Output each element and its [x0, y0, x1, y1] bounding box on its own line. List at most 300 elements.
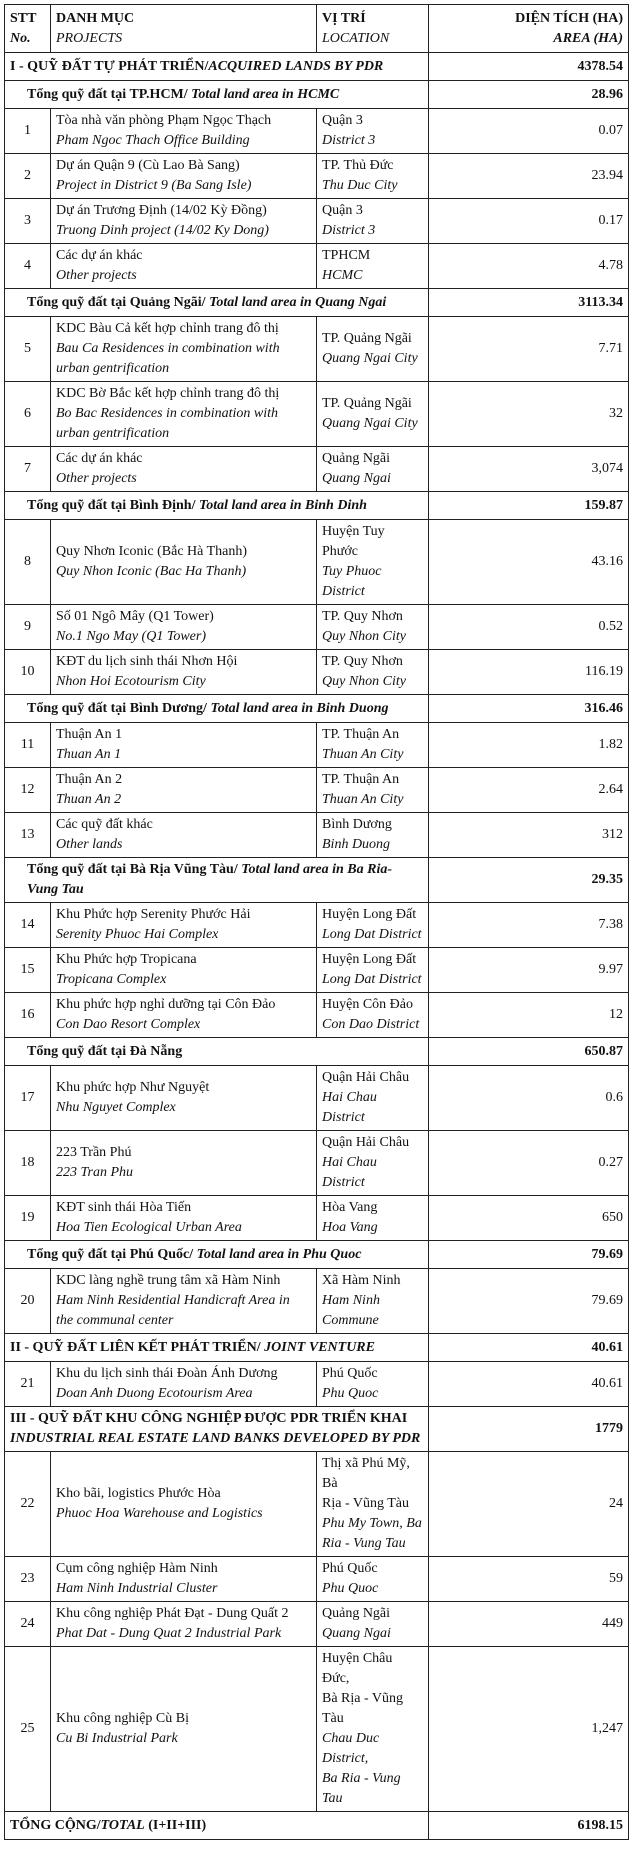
project-name-vi: Các quỹ đất khác	[56, 817, 153, 832]
group-title-en: Total land area in HCMC	[191, 86, 340, 102]
project-number: 18	[5, 1131, 51, 1196]
project-name-en: Truong Dinh project (14/02 Ky Dong)	[56, 223, 269, 238]
header-area-vi: DIỆN TÍCH (HA)	[515, 10, 623, 26]
project-row-r9	[5, 605, 629, 650]
group-title-vi: Tổng quỹ đất tại Bà Rịa Vũng Tàu/	[27, 862, 242, 877]
group-title-cell	[5, 858, 429, 903]
project-name-vi: Dự án Trương Định (14/02 Kỳ Đồng)	[56, 203, 267, 218]
project-name-vi: Khu công nghiệp Cù Bị	[56, 1711, 189, 1726]
location-vi: TP. Thủ Đức	[322, 158, 394, 173]
project-area: 3,074	[429, 447, 629, 492]
project-number: 14	[5, 903, 51, 948]
project-number: 9	[5, 605, 51, 650]
location-en: Binh Duong	[322, 837, 391, 852]
project-number: 4	[5, 244, 51, 289]
project-name-vi: Các dự án khác	[56, 451, 143, 466]
project-name-vi: Cụm công nghiệp Hàm Ninh	[56, 1561, 218, 1576]
location-en-cont: Ria - Vung Tau	[322, 1536, 406, 1551]
location-vi: Phú Quốc	[322, 1561, 378, 1576]
location-en: Quang Ngai City	[322, 351, 418, 366]
project-name-vi: Tòa nhà văn phòng Phạm Ngọc Thạch	[56, 113, 272, 128]
project-row-r23	[5, 1557, 629, 1602]
location-vi: TP. Quảng Ngãi	[322, 396, 412, 411]
project-location-cell	[317, 109, 429, 154]
project-name-en: Doan Anh Duong Ecotourism Area	[56, 1386, 253, 1401]
project-name-cell	[51, 1131, 317, 1196]
project-name-vi: Khu phức hợp Như Nguyệt	[56, 1080, 210, 1095]
section-title-cell	[5, 1334, 429, 1362]
project-area: 0.6	[429, 1066, 629, 1131]
project-row-r25	[5, 1647, 629, 1812]
project-location-cell	[317, 154, 429, 199]
project-name-vi: KĐT sinh thái Hòa Tiến	[56, 1200, 192, 1215]
project-row-r15	[5, 948, 629, 993]
project-location-cell	[317, 1269, 429, 1334]
location-vi: Xã Hàm Ninh	[322, 1273, 401, 1288]
location-vi: Quảng Ngãi	[322, 451, 391, 466]
project-location-cell	[317, 723, 429, 768]
project-row-r3	[5, 199, 629, 244]
location-vi: TP. Thuận An	[322, 727, 400, 742]
section-title-cell	[5, 53, 429, 81]
project-area: 43.16	[429, 520, 629, 605]
location-vi: Thị xã Phú Mỹ, Bà	[322, 1456, 410, 1491]
project-name-en: Project in District 9 (Ba Sang Isle)	[56, 178, 252, 193]
project-area: 449	[429, 1602, 629, 1647]
section-title-en: INDUSTRIAL REAL ESTATE LAND BANKS DEVELOPED BY PDR	[10, 1431, 421, 1446]
project-area: 32	[429, 382, 629, 447]
location-en: Chau Duc District,	[322, 1731, 380, 1766]
project-name-vi: Thuận An 1	[56, 727, 123, 742]
project-row-r24	[5, 1602, 629, 1647]
location-en: Quang Ngai	[322, 1626, 391, 1641]
project-name-en: Tropicana Complex	[56, 972, 167, 987]
location-en: Thu Duc City	[322, 178, 398, 193]
project-name-vi: Dự án Quận 9 (Cù Lao Bà Sang)	[56, 158, 240, 173]
project-row-r10	[5, 650, 629, 695]
project-number: 3	[5, 199, 51, 244]
project-row-r12	[5, 768, 629, 813]
project-area: 116.19	[429, 650, 629, 695]
location-en: Tuy Phuoc District	[322, 564, 382, 599]
location-en: Quy Nhon City	[322, 629, 406, 644]
location-en: Phu Quoc	[322, 1386, 379, 1401]
project-location-cell	[317, 948, 429, 993]
section-title-en: ACQUIRED LANDS BY PDR	[208, 58, 384, 74]
location-en: Long Dat District	[322, 927, 422, 942]
project-row-r5	[5, 317, 629, 382]
project-name-en: Ham Ninh Residential Handicraft Area in	[56, 1293, 290, 1308]
project-location-cell	[317, 650, 429, 695]
project-number: 12	[5, 768, 51, 813]
project-name-cell	[51, 813, 317, 858]
header-stt-cell	[5, 5, 51, 53]
location-en: Phu Quoc	[322, 1581, 379, 1596]
project-location-cell	[317, 317, 429, 382]
project-name-en: Thuan An 1	[56, 747, 122, 762]
project-area: 7.38	[429, 903, 629, 948]
location-en: Quy Nhon City	[322, 674, 406, 689]
total-label-suffix: (I+II+III)	[144, 1817, 207, 1833]
location-vi: TP. Thuận An	[322, 772, 400, 787]
project-name-en: Other projects	[56, 268, 137, 283]
project-area: 0.07	[429, 109, 629, 154]
project-name-en: Other projects	[56, 471, 137, 486]
location-en: Thuan An City	[322, 747, 404, 762]
group-title-vi: Tổng quỹ đất tại Bình Dương/	[27, 700, 211, 716]
project-row-r21	[5, 1362, 629, 1407]
project-name-vi: KĐT du lịch sinh thái Nhơn Hội	[56, 654, 238, 669]
project-area: 650	[429, 1196, 629, 1241]
project-name-en: Phat Dat - Dung Quat 2 Industrial Park	[56, 1626, 282, 1641]
location-en: District 3	[322, 133, 376, 148]
group-title-cell	[5, 695, 429, 723]
project-name-cell	[51, 605, 317, 650]
project-name-en: Nhu Nguyet Complex	[56, 1100, 176, 1115]
project-row-r7	[5, 447, 629, 492]
project-location-cell	[317, 1557, 429, 1602]
project-name-en: No.1 Ngo May (Q1 Tower)	[56, 629, 206, 644]
project-name-en: Pham Ngoc Thach Office Building	[56, 133, 250, 148]
header-area-cell	[429, 5, 629, 53]
project-row-r22	[5, 1452, 629, 1557]
project-number: 19	[5, 1196, 51, 1241]
header-location-vi: VỊ TRÍ	[322, 10, 366, 26]
section-row-sec1	[5, 53, 629, 81]
project-name-cell	[51, 109, 317, 154]
project-name-cell	[51, 447, 317, 492]
project-area: 1.82	[429, 723, 629, 768]
project-name-en-cont: urban gentrification	[56, 426, 170, 441]
project-name-en-cont: the communal center	[56, 1313, 174, 1328]
group-title-en: Total land area in Ba Ria-Vung Tau	[27, 862, 393, 897]
project-area: 0.27	[429, 1131, 629, 1196]
project-name-en: Nhon Hoi Ecotourism City	[56, 674, 206, 689]
project-row-r13	[5, 813, 629, 858]
location-vi-cont: Rịa - Vũng Tàu	[322, 1496, 409, 1511]
group-area-cell: 79.69	[429, 1241, 629, 1269]
group-title-vi: Tổng quỹ đất tại Bình Định/	[27, 497, 199, 513]
location-vi: Phú Quốc	[322, 1366, 378, 1381]
location-vi: TP. Quy Nhơn	[322, 654, 403, 669]
project-name-en: Bau Ca Residences in combination with	[56, 341, 280, 356]
header-project-cell	[51, 5, 317, 53]
project-location-cell	[317, 244, 429, 289]
project-number: 15	[5, 948, 51, 993]
project-name-cell	[51, 520, 317, 605]
project-number: 11	[5, 723, 51, 768]
project-name-vi: Khu Phức hợp Tropicana	[56, 952, 197, 967]
location-vi: Quảng Ngãi	[322, 1606, 391, 1621]
project-name-vi: Khu Phức hợp Serenity Phước Hải	[56, 907, 251, 922]
project-name-en-cont: urban gentrification	[56, 361, 170, 376]
location-vi: Huyện Côn Đảo	[322, 997, 413, 1012]
project-row-r17	[5, 1066, 629, 1131]
location-en: Con Dao District	[322, 1017, 420, 1032]
project-name-cell	[51, 948, 317, 993]
group-area-cell: 316.46	[429, 695, 629, 723]
project-location-cell	[317, 1066, 429, 1131]
header-stt-vi: STT	[10, 10, 37, 26]
header-project-en: PROJECTS	[56, 30, 123, 46]
header-project-vi: DANH MỤC	[56, 10, 135, 26]
project-location-cell	[317, 605, 429, 650]
project-name-vi: Khu phức hợp nghỉ dưỡng tại Côn Đảo	[56, 997, 276, 1012]
project-name-cell	[51, 723, 317, 768]
group-title-vi: Tổng quỹ đất tại TP.HCM/	[27, 86, 192, 102]
group-title-cell	[5, 1038, 429, 1066]
project-number: 17	[5, 1066, 51, 1131]
section-title-en: JOINT VENTURE	[264, 1339, 375, 1355]
location-vi: Quận 3	[322, 203, 363, 218]
group-title-en: Total land area in Binh Duong	[210, 700, 389, 716]
section-row-sec3	[5, 1407, 629, 1452]
location-en: Phu My Town, Ba	[322, 1516, 422, 1531]
group-title-vi: Tổng quỹ đất tại Đà Nẵng	[27, 1043, 183, 1059]
project-location-cell	[317, 199, 429, 244]
project-name-vi: Số 01 Ngô Mây (Q1 Tower)	[56, 609, 214, 624]
location-vi: Huyện Châu Đức,	[322, 1651, 393, 1686]
project-number: 20	[5, 1269, 51, 1334]
project-name-cell	[51, 1557, 317, 1602]
location-en: Hoa Vang	[322, 1220, 378, 1235]
location-vi: Bình Dương	[322, 817, 392, 832]
project-row-r8	[5, 520, 629, 605]
total-label-vi: TỔNG CỘNG/	[10, 1817, 101, 1833]
project-name-cell	[51, 244, 317, 289]
project-area: 4.78	[429, 244, 629, 289]
group-title-vi: Tổng quỹ đất tại Phú Quốc/	[27, 1246, 197, 1262]
group-title-cell	[5, 1241, 429, 1269]
header-area-en: AREA (HA)	[553, 30, 623, 46]
location-vi: Hòa Vang	[322, 1200, 378, 1215]
project-number: 21	[5, 1362, 51, 1407]
project-number: 8	[5, 520, 51, 605]
project-name-vi: Các dự án khác	[56, 248, 143, 263]
group-subtotal-row-g_pq	[5, 1241, 629, 1269]
project-name-cell	[51, 1269, 317, 1334]
project-location-cell	[317, 813, 429, 858]
project-name-vi: KDC làng nghề trung tâm xã Hàm Ninh	[56, 1273, 281, 1288]
project-name-cell	[51, 993, 317, 1038]
location-vi: Huyện Long Đất	[322, 952, 417, 967]
project-row-r20	[5, 1269, 629, 1334]
project-number: 23	[5, 1557, 51, 1602]
project-area: 1,247	[429, 1647, 629, 1812]
section-title-vi: I - QUỸ ĐẤT TỰ PHÁT TRIỂN/	[10, 58, 209, 74]
project-area: 59	[429, 1557, 629, 1602]
group-title-en: Total land area in Binh Dinh	[198, 497, 367, 513]
project-location-cell	[317, 1131, 429, 1196]
project-area: 2.64	[429, 768, 629, 813]
project-number: 1	[5, 109, 51, 154]
location-vi: TP. Quảng Ngãi	[322, 331, 412, 346]
header-location-en: LOCATION	[322, 30, 390, 46]
project-location-cell	[317, 1647, 429, 1812]
project-area: 24	[429, 1452, 629, 1557]
section-title-vi: II - QUỸ ĐẤT LIÊN KẾT PHÁT TRIỂN/	[10, 1339, 265, 1355]
group-subtotal-row-g_brvt	[5, 858, 629, 903]
project-location-cell	[317, 993, 429, 1038]
location-en: Thuan An City	[322, 792, 404, 807]
group-subtotal-row-g_qn	[5, 289, 629, 317]
section-title-cell	[5, 1407, 429, 1452]
location-en: Hai Chau District	[322, 1155, 377, 1190]
group-subtotal-row-g_bdu	[5, 695, 629, 723]
project-name-vi: Khu du lịch sinh thái Đoàn Ánh Dương	[56, 1366, 278, 1381]
project-number: 6	[5, 382, 51, 447]
project-area: 12	[429, 993, 629, 1038]
location-vi: Huyện Tuy Phước	[322, 524, 385, 559]
project-row-r16	[5, 993, 629, 1038]
location-en: Hai Chau District	[322, 1090, 377, 1125]
project-name-cell	[51, 382, 317, 447]
header-stt-en: No.	[10, 30, 31, 46]
project-name-cell	[51, 1362, 317, 1407]
location-en: HCMC	[322, 268, 363, 283]
project-name-vi: Thuận An 2	[56, 772, 123, 787]
project-name-en: Quy Nhon Iconic (Bac Ha Thanh)	[56, 564, 247, 579]
project-name-cell	[51, 1066, 317, 1131]
project-name-en: Ham Ninh Industrial Cluster	[56, 1581, 218, 1596]
header-location-cell	[317, 5, 429, 53]
project-location-cell	[317, 382, 429, 447]
project-row-r4	[5, 244, 629, 289]
group-title-en: Total land area in Phu Quoc	[196, 1246, 362, 1262]
location-en: Quang Ngai	[322, 471, 391, 486]
location-vi: Quận 3	[322, 113, 363, 128]
location-vi: Huyện Long Đất	[322, 907, 417, 922]
project-area: 40.61	[429, 1362, 629, 1407]
project-location-cell	[317, 768, 429, 813]
project-name-cell	[51, 317, 317, 382]
project-location-cell	[317, 520, 429, 605]
group-title-cell	[5, 81, 429, 109]
group-area-cell: 29.35	[429, 858, 629, 903]
project-name-cell	[51, 199, 317, 244]
project-number: 22	[5, 1452, 51, 1557]
project-number: 25	[5, 1647, 51, 1812]
project-row-r19	[5, 1196, 629, 1241]
project-name-en: Other lands	[56, 837, 123, 852]
project-name-cell	[51, 1602, 317, 1647]
project-area: 23.94	[429, 154, 629, 199]
project-row-r14	[5, 903, 629, 948]
project-name-cell	[51, 1647, 317, 1812]
group-title-cell	[5, 289, 429, 317]
project-name-vi: KDC Bàu Cả kết hợp chỉnh trang đô thị	[56, 321, 279, 336]
group-subtotal-row-g_hcm	[5, 81, 629, 109]
section-area-cell: 1779	[429, 1407, 629, 1452]
project-name-en: Cu Bi Industrial Park	[56, 1731, 178, 1746]
project-location-cell	[317, 1452, 429, 1557]
project-area: 79.69	[429, 1269, 629, 1334]
project-name-en: 223 Tran Phu	[56, 1165, 134, 1180]
location-en-cont: Ba Ria - Vung Tau	[322, 1771, 401, 1806]
location-en-cont: Commune	[322, 1313, 379, 1328]
project-area: 9.97	[429, 948, 629, 993]
land-bank-table	[4, 4, 629, 1840]
project-row-r2	[5, 154, 629, 199]
location-en: Quang Ngai City	[322, 416, 418, 431]
group-area-cell: 28.96	[429, 81, 629, 109]
project-name-vi: 223 Trần Phú	[56, 1145, 132, 1160]
location-en: Ham Ninh	[322, 1293, 380, 1308]
group-area-cell: 159.87	[429, 492, 629, 520]
group-title-vi: Tổng quỹ đất tại Quảng Ngãi/	[27, 294, 210, 310]
project-number: 2	[5, 154, 51, 199]
project-location-cell	[317, 1196, 429, 1241]
project-name-cell	[51, 1452, 317, 1557]
project-location-cell	[317, 1362, 429, 1407]
project-location-cell	[317, 903, 429, 948]
project-number: 5	[5, 317, 51, 382]
project-location-cell	[317, 1602, 429, 1647]
group-subtotal-row-g_bd	[5, 492, 629, 520]
section-row-sec2	[5, 1334, 629, 1362]
table-header-row	[5, 5, 629, 53]
project-name-vi: Quy Nhơn Iconic (Bắc Hà Thanh)	[56, 544, 248, 559]
project-row-r1	[5, 109, 629, 154]
location-vi: Quận Hải Châu	[322, 1135, 410, 1150]
project-area: 312	[429, 813, 629, 858]
section-area-cell: 40.61	[429, 1334, 629, 1362]
location-vi: Quận Hải Châu	[322, 1070, 410, 1085]
group-area-cell: 650.87	[429, 1038, 629, 1066]
location-en: Long Dat District	[322, 972, 422, 987]
group-title-en: Total land area in Quang Ngai	[209, 294, 387, 310]
project-name-en: Hoa Tien Ecological Urban Area	[56, 1220, 242, 1235]
project-row-r11	[5, 723, 629, 768]
project-name-en: Thuan An 2	[56, 792, 122, 807]
location-en: District 3	[322, 223, 376, 238]
project-name-en: Phuoc Hoa Warehouse and Logistics	[56, 1506, 263, 1521]
project-number: 13	[5, 813, 51, 858]
total-area-cell: 6198.15	[429, 1812, 629, 1840]
project-name-vi: Kho bãi, logistics Phước Hòa	[56, 1486, 221, 1501]
project-name-en: Serenity Phuoc Hai Complex	[56, 927, 219, 942]
total-label-cell	[5, 1812, 429, 1840]
project-name-en: Bo Bac Residences in combination with	[56, 406, 279, 421]
project-number: 24	[5, 1602, 51, 1647]
project-name-vi: KDC Bờ Bắc kết hợp chỉnh trang đô thị	[56, 386, 280, 401]
group-area-cell: 3113.34	[429, 289, 629, 317]
location-vi: TPHCM	[322, 248, 371, 263]
project-number: 16	[5, 993, 51, 1038]
project-area: 0.52	[429, 605, 629, 650]
location-vi-cont: Bà Rịa - Vũng Tàu	[322, 1691, 404, 1726]
project-name-en: Con Dao Resort Complex	[56, 1017, 201, 1032]
project-name-cell	[51, 650, 317, 695]
project-number: 10	[5, 650, 51, 695]
project-name-vi: Khu công nghiệp Phát Đạt - Dung Quất 2	[56, 1606, 289, 1621]
grand-total-row	[5, 1812, 629, 1840]
project-area: 7.71	[429, 317, 629, 382]
location-vi: TP. Quy Nhơn	[322, 609, 403, 624]
group-title-cell	[5, 492, 429, 520]
project-name-cell	[51, 768, 317, 813]
total-label-en: TOTAL	[100, 1817, 145, 1833]
project-area: 0.17	[429, 199, 629, 244]
project-name-cell	[51, 1196, 317, 1241]
project-name-cell	[51, 154, 317, 199]
project-number: 7	[5, 447, 51, 492]
section-title-vi: III - QUỸ ĐẤT KHU CÔNG NGHIỆP ĐƯỢC PDR TRIỂN KHAI	[10, 1411, 408, 1426]
project-location-cell	[317, 447, 429, 492]
project-row-r18	[5, 1131, 629, 1196]
group-subtotal-row-g_dn	[5, 1038, 629, 1066]
project-name-cell	[51, 903, 317, 948]
